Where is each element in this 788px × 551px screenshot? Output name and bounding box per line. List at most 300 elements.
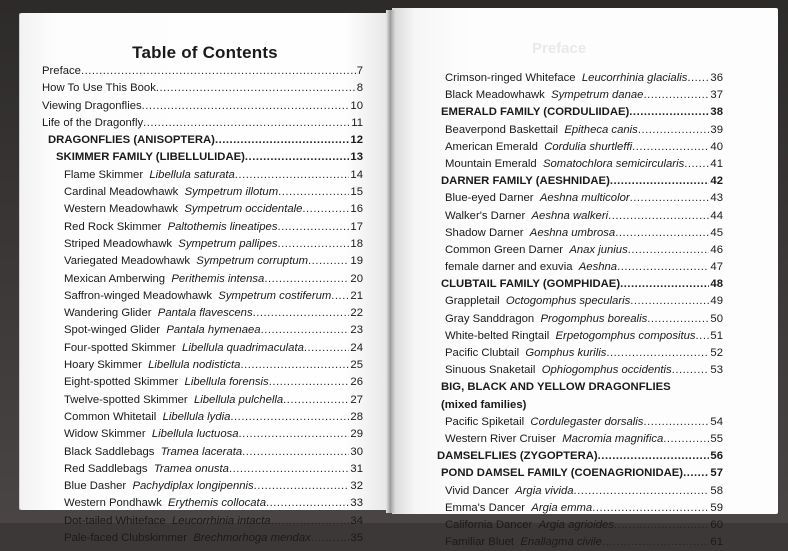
toc-entry-name: Variegated Meadowhawk bbox=[64, 255, 191, 268]
toc-entry bbox=[437, 208, 723, 225]
toc-entry-scientific-name: Libellula luctuosa bbox=[151, 428, 239, 441]
toc-entry-title bbox=[441, 104, 629, 121]
toc-entry-title bbox=[445, 70, 687, 87]
toc-entry-page-number: 55 bbox=[710, 432, 723, 445]
toc-entry bbox=[42, 513, 363, 530]
toc-entry-page-number: 46 bbox=[710, 243, 723, 256]
dot-leader bbox=[628, 242, 710, 259]
dot-leader bbox=[592, 500, 709, 517]
dot-leader bbox=[235, 167, 350, 184]
toc-entry-name: Black Saddlebags bbox=[64, 445, 155, 458]
dot-leader bbox=[643, 414, 709, 431]
toc-entry-name: White-belted Ringtail bbox=[445, 329, 550, 342]
dot-leader bbox=[683, 465, 709, 482]
toc-entry-name: Emma's Dancer bbox=[445, 501, 525, 514]
toc-entry-scientific-name: Argia vivida bbox=[515, 484, 574, 497]
toc-entry-title bbox=[445, 328, 696, 345]
toc-entry bbox=[42, 409, 363, 426]
dot-leader bbox=[617, 259, 709, 276]
toc-entry-page-number: 49 bbox=[710, 295, 723, 308]
toc-entry bbox=[42, 271, 363, 288]
toc-entry-title bbox=[441, 465, 683, 482]
toc-entry-scientific-name: Pantala hymenaea bbox=[166, 324, 261, 337]
toc-entry-name: Red Saddlebags bbox=[64, 462, 148, 475]
toc-entry-name: Sinuous Snaketail bbox=[445, 364, 536, 377]
toc-entry-name: Common Whitetail bbox=[64, 410, 157, 423]
toc-entry bbox=[42, 461, 363, 478]
toc-entry bbox=[437, 362, 723, 379]
toc-entry-page-number: 29 bbox=[350, 428, 363, 441]
dot-leader bbox=[278, 184, 349, 201]
dot-leader bbox=[663, 431, 709, 448]
toc-entry-page-number: 58 bbox=[710, 484, 723, 497]
toc-entry-page-number: 20 bbox=[350, 272, 363, 285]
toc-entry-scientific-name: Aeshna multicolor bbox=[539, 192, 630, 205]
toc-entry-name: Pacific Clubtail bbox=[445, 347, 520, 359]
dot-leader bbox=[215, 132, 349, 149]
toc-entry bbox=[42, 219, 363, 236]
toc-entry-name: Blue-eyed Darner bbox=[445, 192, 534, 205]
dot-leader bbox=[602, 534, 709, 551]
dot-leader bbox=[687, 70, 709, 87]
toc-entry-name: Wandering Glider bbox=[64, 307, 152, 320]
toc-entry-scientific-name: Paltothemis lineatipes bbox=[167, 220, 278, 233]
toc-entry-title bbox=[64, 495, 266, 512]
toc-entry bbox=[42, 115, 363, 132]
toc-entry-name: Common Green Darner bbox=[445, 243, 564, 256]
dot-leader bbox=[278, 219, 350, 236]
toc-entry-scientific-name: Pantala flavescens bbox=[157, 307, 253, 320]
toc-entry bbox=[42, 201, 363, 218]
toc-entry-scientific-name: Gomphus kurilis bbox=[525, 347, 607, 359]
dot-leader bbox=[253, 305, 350, 322]
toc-entry-page-number: 8 bbox=[356, 82, 363, 95]
toc-entry bbox=[437, 139, 723, 156]
toc-entry-title bbox=[64, 201, 302, 218]
toc-entry-title bbox=[42, 115, 143, 132]
toc-entry-name: (mixed families) bbox=[441, 398, 527, 411]
toc-entry-name: Mexican Amberwing bbox=[64, 272, 166, 285]
toc-entry-scientific-name: Argia agrioides bbox=[538, 518, 614, 531]
toc-entry-page-number: 59 bbox=[710, 501, 723, 514]
toc-entry-scientific-name: Libellula nodisticta bbox=[148, 359, 241, 372]
toc-entry bbox=[42, 184, 363, 201]
toc-entry bbox=[42, 426, 363, 443]
toc-entry-scientific-name: Ophiogomphus occidentis bbox=[541, 364, 672, 377]
dot-leader bbox=[608, 208, 709, 225]
toc-entry bbox=[437, 293, 723, 310]
toc-entry-scientific-name: Leucorrhinia intacta bbox=[172, 514, 271, 527]
toc-entry-scientific-name: Macromia magnifica bbox=[562, 432, 664, 445]
toc-entry-page-number: 27 bbox=[350, 393, 363, 406]
toc-entry-name: How To Use This Book bbox=[42, 82, 156, 95]
toc-entry-scientific-name: Leucorrhinia glacialis bbox=[581, 72, 688, 84]
toc-entry-title bbox=[48, 132, 215, 149]
toc-entry-page-number: 44 bbox=[710, 209, 723, 222]
toc-entry-title bbox=[445, 362, 672, 379]
toc-entry bbox=[42, 80, 363, 97]
toc-entry-page-number: 54 bbox=[710, 415, 723, 428]
toc-entry-page-number: 35 bbox=[350, 532, 363, 545]
dot-leader bbox=[264, 271, 349, 288]
toc-entry-title bbox=[445, 139, 632, 156]
toc-entry-scientific-name: Libellula quadrimaculata bbox=[182, 341, 304, 354]
toc-entry-title bbox=[64, 322, 261, 339]
dot-leader bbox=[230, 409, 349, 426]
dot-leader bbox=[81, 63, 356, 80]
toc-entry-name: POND DAMSEL FAMILY (COENAGRIONIDAE) bbox=[441, 467, 684, 480]
toc-entry-page-number: 12 bbox=[350, 134, 363, 147]
toc-entry bbox=[42, 392, 363, 409]
toc-entry-page-number: 48 bbox=[710, 278, 723, 291]
toc-entry bbox=[42, 288, 363, 305]
toc-entry-name: DRAGONFLIES (ANISOPTERA) bbox=[48, 134, 215, 147]
toc-entry-scientific-name: Libellula forensis bbox=[184, 376, 269, 389]
toc-entry-name: Viewing Dragonflies bbox=[42, 99, 142, 112]
toc-entry bbox=[42, 478, 363, 495]
toc-entry bbox=[437, 517, 723, 534]
toc-entry-page-number: 32 bbox=[350, 480, 363, 493]
toc-entry-page-number: 52 bbox=[710, 347, 723, 359]
toc-entry-page-number: 31 bbox=[350, 462, 363, 475]
toc-entry-page-number: 24 bbox=[350, 341, 363, 354]
toc-entry-name: Crimson-ringed Whiteface bbox=[445, 72, 576, 84]
toc-entry-page-number: 11 bbox=[351, 116, 363, 129]
toc-entry-scientific-name: Somatochlora semicircularis bbox=[542, 157, 685, 170]
toc-entry bbox=[437, 534, 723, 551]
toc-entry bbox=[437, 431, 723, 448]
toc-entry bbox=[42, 495, 363, 512]
toc-entry bbox=[42, 149, 363, 166]
toc-entry-name: Four-spotted Skimmer bbox=[64, 341, 176, 354]
dot-leader bbox=[283, 392, 349, 409]
toc-entry-scientific-name: Aeshna walkeri bbox=[531, 209, 609, 222]
toc-entry-title bbox=[441, 397, 526, 414]
toc-entry-title bbox=[445, 242, 628, 259]
toc-entry-title bbox=[445, 225, 615, 242]
toc-entry-page-number: 42 bbox=[710, 175, 723, 188]
toc-entry-page-number: 10 bbox=[350, 99, 363, 112]
toc-entry-name: Beaverpond Baskettail bbox=[445, 123, 559, 136]
toc-entry bbox=[437, 87, 723, 104]
toc-entry-name: Eight-spotted Skimmer bbox=[64, 376, 179, 389]
toc-entry-title bbox=[445, 431, 663, 448]
toc-entry-title bbox=[64, 478, 254, 495]
toc-entry-page-number: 13 bbox=[350, 151, 363, 164]
toc-entry-title bbox=[42, 98, 142, 115]
dot-leader bbox=[242, 444, 349, 461]
toc-entry-title bbox=[445, 190, 630, 207]
toc-entry-title bbox=[445, 534, 602, 551]
dot-leader bbox=[638, 122, 710, 139]
toc-entry bbox=[437, 156, 723, 173]
dot-leader bbox=[142, 98, 350, 115]
dot-leader bbox=[614, 517, 710, 534]
toc-entry-title bbox=[64, 392, 283, 409]
toc-entry-scientific-name: Brechmorhoga mendax bbox=[193, 532, 311, 545]
toc-entry-scientific-name: Sympetrum illotum bbox=[184, 186, 279, 199]
toc-entry bbox=[437, 311, 723, 328]
toc-entry-title bbox=[64, 253, 308, 270]
toc-entry bbox=[42, 98, 363, 115]
dot-leader bbox=[143, 115, 350, 132]
toc-entry-title bbox=[437, 448, 598, 465]
toc-entry bbox=[42, 530, 363, 547]
toc-entry-name: Pacific Spiketail bbox=[445, 415, 525, 428]
toc-entry-title bbox=[64, 305, 253, 322]
toc-entry bbox=[437, 379, 723, 396]
toc-entry-page-number: 19 bbox=[350, 255, 363, 268]
show-through-heading: Preface bbox=[532, 40, 587, 57]
toc-entry bbox=[437, 225, 723, 242]
toc-entry-scientific-name: Sympetrum costiferum bbox=[218, 289, 332, 302]
toc-entry-title bbox=[64, 236, 278, 253]
toc-entry-name: American Emerald bbox=[445, 140, 538, 153]
toc-entry bbox=[437, 414, 723, 431]
toc-entry-title bbox=[42, 80, 156, 97]
toc-entry-name: female darner and exuvia bbox=[445, 261, 573, 274]
toc-entry-title bbox=[64, 357, 240, 374]
dot-leader bbox=[643, 87, 709, 104]
toc-entry-title bbox=[64, 530, 311, 547]
toc-entry-title bbox=[445, 414, 643, 431]
toc-entry-scientific-name: Enallagma civile bbox=[520, 536, 602, 549]
toc-entry-title bbox=[445, 87, 643, 104]
dot-leader bbox=[311, 530, 350, 547]
toc-list-left bbox=[42, 63, 363, 547]
toc-entry bbox=[437, 70, 723, 87]
toc-entry-name: BIG, BLACK AND YELLOW DRAGONFLIES bbox=[441, 381, 671, 394]
toc-entry bbox=[437, 397, 723, 414]
dot-leader bbox=[610, 173, 710, 190]
toc-entry bbox=[437, 500, 723, 517]
toc-entry bbox=[437, 345, 723, 362]
toc-entry-page-number: 17 bbox=[350, 220, 363, 233]
toc-entry-scientific-name: Octogomphus specularis bbox=[505, 295, 631, 308]
toc-list-right bbox=[437, 70, 723, 551]
toc-entry bbox=[42, 63, 363, 80]
dot-leader bbox=[598, 448, 710, 465]
toc-entry-page-number: 45 bbox=[710, 226, 723, 239]
toc-entry-page-number: 41 bbox=[710, 157, 723, 170]
toc-entry-name: Western Meadowhawk bbox=[64, 203, 179, 216]
toc-entry-name: DAMSELFLIES (ZYGOPTERA) bbox=[437, 450, 598, 463]
toc-entry-title bbox=[445, 345, 606, 362]
dot-leader bbox=[156, 80, 356, 97]
toc-entry bbox=[437, 483, 723, 500]
toc-entry-name: Flame Skimmer bbox=[64, 168, 144, 181]
page-title: Table of Contents bbox=[132, 43, 278, 62]
toc-entry bbox=[437, 173, 723, 190]
toc-entry-title bbox=[64, 219, 278, 236]
book-gutter bbox=[386, 10, 396, 513]
toc-entry-scientific-name: Tramea onusta bbox=[153, 462, 229, 475]
toc-entry-title bbox=[64, 271, 264, 288]
toc-entry-page-number: 60 bbox=[710, 518, 723, 531]
toc-entry-title bbox=[445, 311, 647, 328]
dot-leader bbox=[606, 345, 709, 362]
toc-entry-title bbox=[64, 288, 331, 305]
toc-entry-scientific-name: Libellula lydia bbox=[162, 410, 231, 423]
toc-entry-scientific-name: Sympetrum pallipes bbox=[178, 237, 278, 250]
toc-entry-name: Shadow Darner bbox=[445, 226, 524, 239]
toc-entry bbox=[42, 167, 363, 184]
toc-entry-name: Walker's Darner bbox=[445, 209, 526, 222]
toc-entry-name: Mountain Emerald bbox=[445, 157, 537, 170]
dot-leader bbox=[647, 311, 709, 328]
toc-entry-scientific-name: Progomphus borealis bbox=[540, 312, 648, 325]
toc-entry-scientific-name: Perithemis intensa bbox=[171, 272, 265, 285]
toc-entry-scientific-name: Argia emma bbox=[531, 501, 593, 514]
toc-entry-title bbox=[441, 276, 620, 293]
dot-leader bbox=[696, 328, 710, 345]
toc-entry-name: Hoary Skimmer bbox=[64, 359, 142, 372]
toc-entry-name: Dot-tailed Whiteface bbox=[64, 514, 166, 527]
toc-entry-name: Twelve-spotted Skimmer bbox=[64, 393, 188, 406]
toc-entry-title bbox=[445, 208, 608, 225]
toc-entry-page-number: 53 bbox=[710, 364, 723, 377]
dot-leader bbox=[574, 483, 710, 500]
toc-entry-name: Pale-faced Clubskimmer bbox=[64, 532, 188, 545]
toc-entry-title bbox=[445, 517, 614, 534]
dot-leader bbox=[304, 340, 350, 357]
toc-entry-scientific-name: Sympetrum danae bbox=[551, 89, 644, 102]
dot-leader bbox=[331, 288, 349, 305]
dot-leader bbox=[632, 139, 709, 156]
toc-entry bbox=[437, 242, 723, 259]
toc-entry bbox=[42, 340, 363, 357]
toc-entry bbox=[42, 374, 363, 391]
toc-entry-name: Blue Dasher bbox=[64, 480, 127, 493]
toc-entry-title bbox=[64, 461, 229, 478]
toc-entry-page-number: 16 bbox=[350, 203, 363, 216]
toc-entry-page-number: 50 bbox=[710, 312, 723, 325]
toc-entry-scientific-name: Libellula saturata bbox=[149, 168, 235, 181]
toc-entry-scientific-name: Sympetrum occidentale bbox=[184, 203, 303, 216]
toc-entry-title bbox=[445, 483, 574, 500]
toc-entry-title bbox=[64, 513, 271, 530]
dot-leader bbox=[630, 293, 709, 310]
toc-entry-page-number: 43 bbox=[710, 192, 723, 205]
toc-entry-name: Preface bbox=[42, 65, 81, 77]
toc-entry-name: Black Meadowhawk bbox=[445, 89, 545, 102]
toc-entry-name: Vivid Dancer bbox=[445, 484, 509, 497]
toc-entry-page-number: 23 bbox=[350, 324, 363, 337]
dot-leader bbox=[684, 156, 709, 173]
toc-entry-scientific-name: Aeshna bbox=[578, 261, 618, 274]
toc-entry-scientific-name: Erpetogomphus compositus bbox=[555, 329, 696, 342]
dot-leader bbox=[308, 253, 349, 270]
toc-entry-title bbox=[445, 500, 592, 517]
toc-entry-scientific-name: Pachydiplax longipennis bbox=[132, 480, 254, 493]
toc-entry-scientific-name: Anax junius bbox=[569, 243, 628, 256]
dot-leader bbox=[240, 357, 349, 374]
toc-entry-name: Saffron-winged Meadowhawk bbox=[64, 289, 212, 302]
toc-entry-page-number: 47 bbox=[710, 261, 723, 274]
toc-entry-title bbox=[441, 173, 610, 190]
toc-entry-name: Gray Sanddragon bbox=[445, 312, 535, 325]
toc-entry bbox=[42, 253, 363, 270]
toc-entry bbox=[42, 444, 363, 461]
dot-leader bbox=[266, 495, 349, 512]
toc-entry-page-number: 26 bbox=[350, 376, 363, 389]
toc-entry bbox=[42, 236, 363, 253]
toc-entry-title bbox=[56, 149, 245, 166]
toc-entry-page-number: 28 bbox=[350, 410, 363, 423]
toc-entry-page-number: 34 bbox=[350, 514, 363, 527]
toc-entry-scientific-name: Cordulia shurtleffi bbox=[544, 140, 633, 153]
dot-leader bbox=[269, 374, 350, 391]
toc-entry-name: Familiar Bluet bbox=[445, 536, 515, 549]
toc-entry-page-number: 37 bbox=[710, 89, 723, 102]
toc-entry-name: EMERALD FAMILY (CORDULIIDAE) bbox=[441, 106, 630, 119]
toc-entry-name: SKIMMER FAMILY (LIBELLULIDAE) bbox=[56, 151, 245, 164]
toc-entry-scientific-name: Cordulegaster dorsalis bbox=[530, 415, 644, 428]
dot-leader bbox=[620, 276, 709, 293]
toc-entry-page-number: 56 bbox=[710, 450, 723, 463]
toc-entry bbox=[42, 305, 363, 322]
toc-entry bbox=[42, 132, 363, 149]
toc-entry-page-number: 14 bbox=[350, 168, 363, 181]
toc-entry-page-number: 51 bbox=[710, 329, 723, 342]
toc-entry bbox=[437, 465, 723, 482]
toc-entry-title bbox=[445, 156, 684, 173]
toc-entry-title bbox=[445, 293, 630, 310]
toc-entry-title bbox=[64, 374, 269, 391]
toc-entry-name: DARNER FAMILY (AESHNIDAE) bbox=[441, 175, 610, 188]
toc-entry-name: CLUBTAIL FAMILY (GOMPHIDAE) bbox=[441, 278, 621, 291]
toc-entry-name: Spot-winged Glider bbox=[64, 324, 161, 337]
toc-entry-page-number: 7 bbox=[356, 65, 363, 77]
toc-entry-title bbox=[441, 379, 671, 396]
toc-entry-name: Cardinal Meadowhawk bbox=[64, 186, 179, 199]
toc-entry bbox=[437, 104, 723, 121]
toc-entry-title bbox=[445, 259, 617, 276]
dot-leader bbox=[229, 461, 349, 478]
toc-entry-scientific-name: Aeshna umbrosa bbox=[529, 226, 616, 239]
toc-entry-page-number: 21 bbox=[350, 289, 363, 302]
dot-leader bbox=[615, 225, 709, 242]
toc-entry-name: Widow Skimmer bbox=[64, 428, 146, 441]
toc-entry-name: Western River Cruiser bbox=[445, 432, 556, 445]
dot-leader bbox=[278, 236, 350, 253]
toc-entry-name: Red Rock Skimmer bbox=[64, 220, 162, 233]
dot-leader bbox=[271, 513, 350, 530]
toc-entry-scientific-name: Libellula pulchella bbox=[193, 393, 284, 406]
dot-leader bbox=[629, 104, 709, 121]
toc-entry-page-number: 40 bbox=[710, 140, 723, 153]
toc-entry-page-number: 36 bbox=[710, 72, 723, 84]
toc-entry bbox=[437, 328, 723, 345]
toc-entry-scientific-name: Sympetrum corruptum bbox=[196, 255, 309, 268]
toc-entry-name: Grappletail bbox=[445, 295, 500, 308]
toc-entry-name: Striped Meadowhawk bbox=[64, 237, 173, 250]
dot-leader bbox=[630, 190, 710, 207]
toc-entry-title bbox=[64, 167, 235, 184]
toc-entry-page-number: 57 bbox=[710, 467, 723, 480]
toc-entry-title bbox=[64, 184, 278, 201]
toc-entry-page-number: 15 bbox=[350, 186, 363, 199]
toc-entry-page-number: 18 bbox=[350, 237, 363, 250]
toc-entry-title bbox=[64, 340, 304, 357]
toc-entry-scientific-name: Tramea lacerata bbox=[160, 445, 243, 458]
toc-entry bbox=[42, 322, 363, 339]
toc-entry-title bbox=[64, 444, 242, 461]
dot-leader bbox=[672, 362, 710, 379]
toc-entry bbox=[437, 448, 723, 465]
toc-entry-page-number: 61 bbox=[710, 536, 723, 549]
toc-entry-page-number: 25 bbox=[350, 359, 363, 372]
